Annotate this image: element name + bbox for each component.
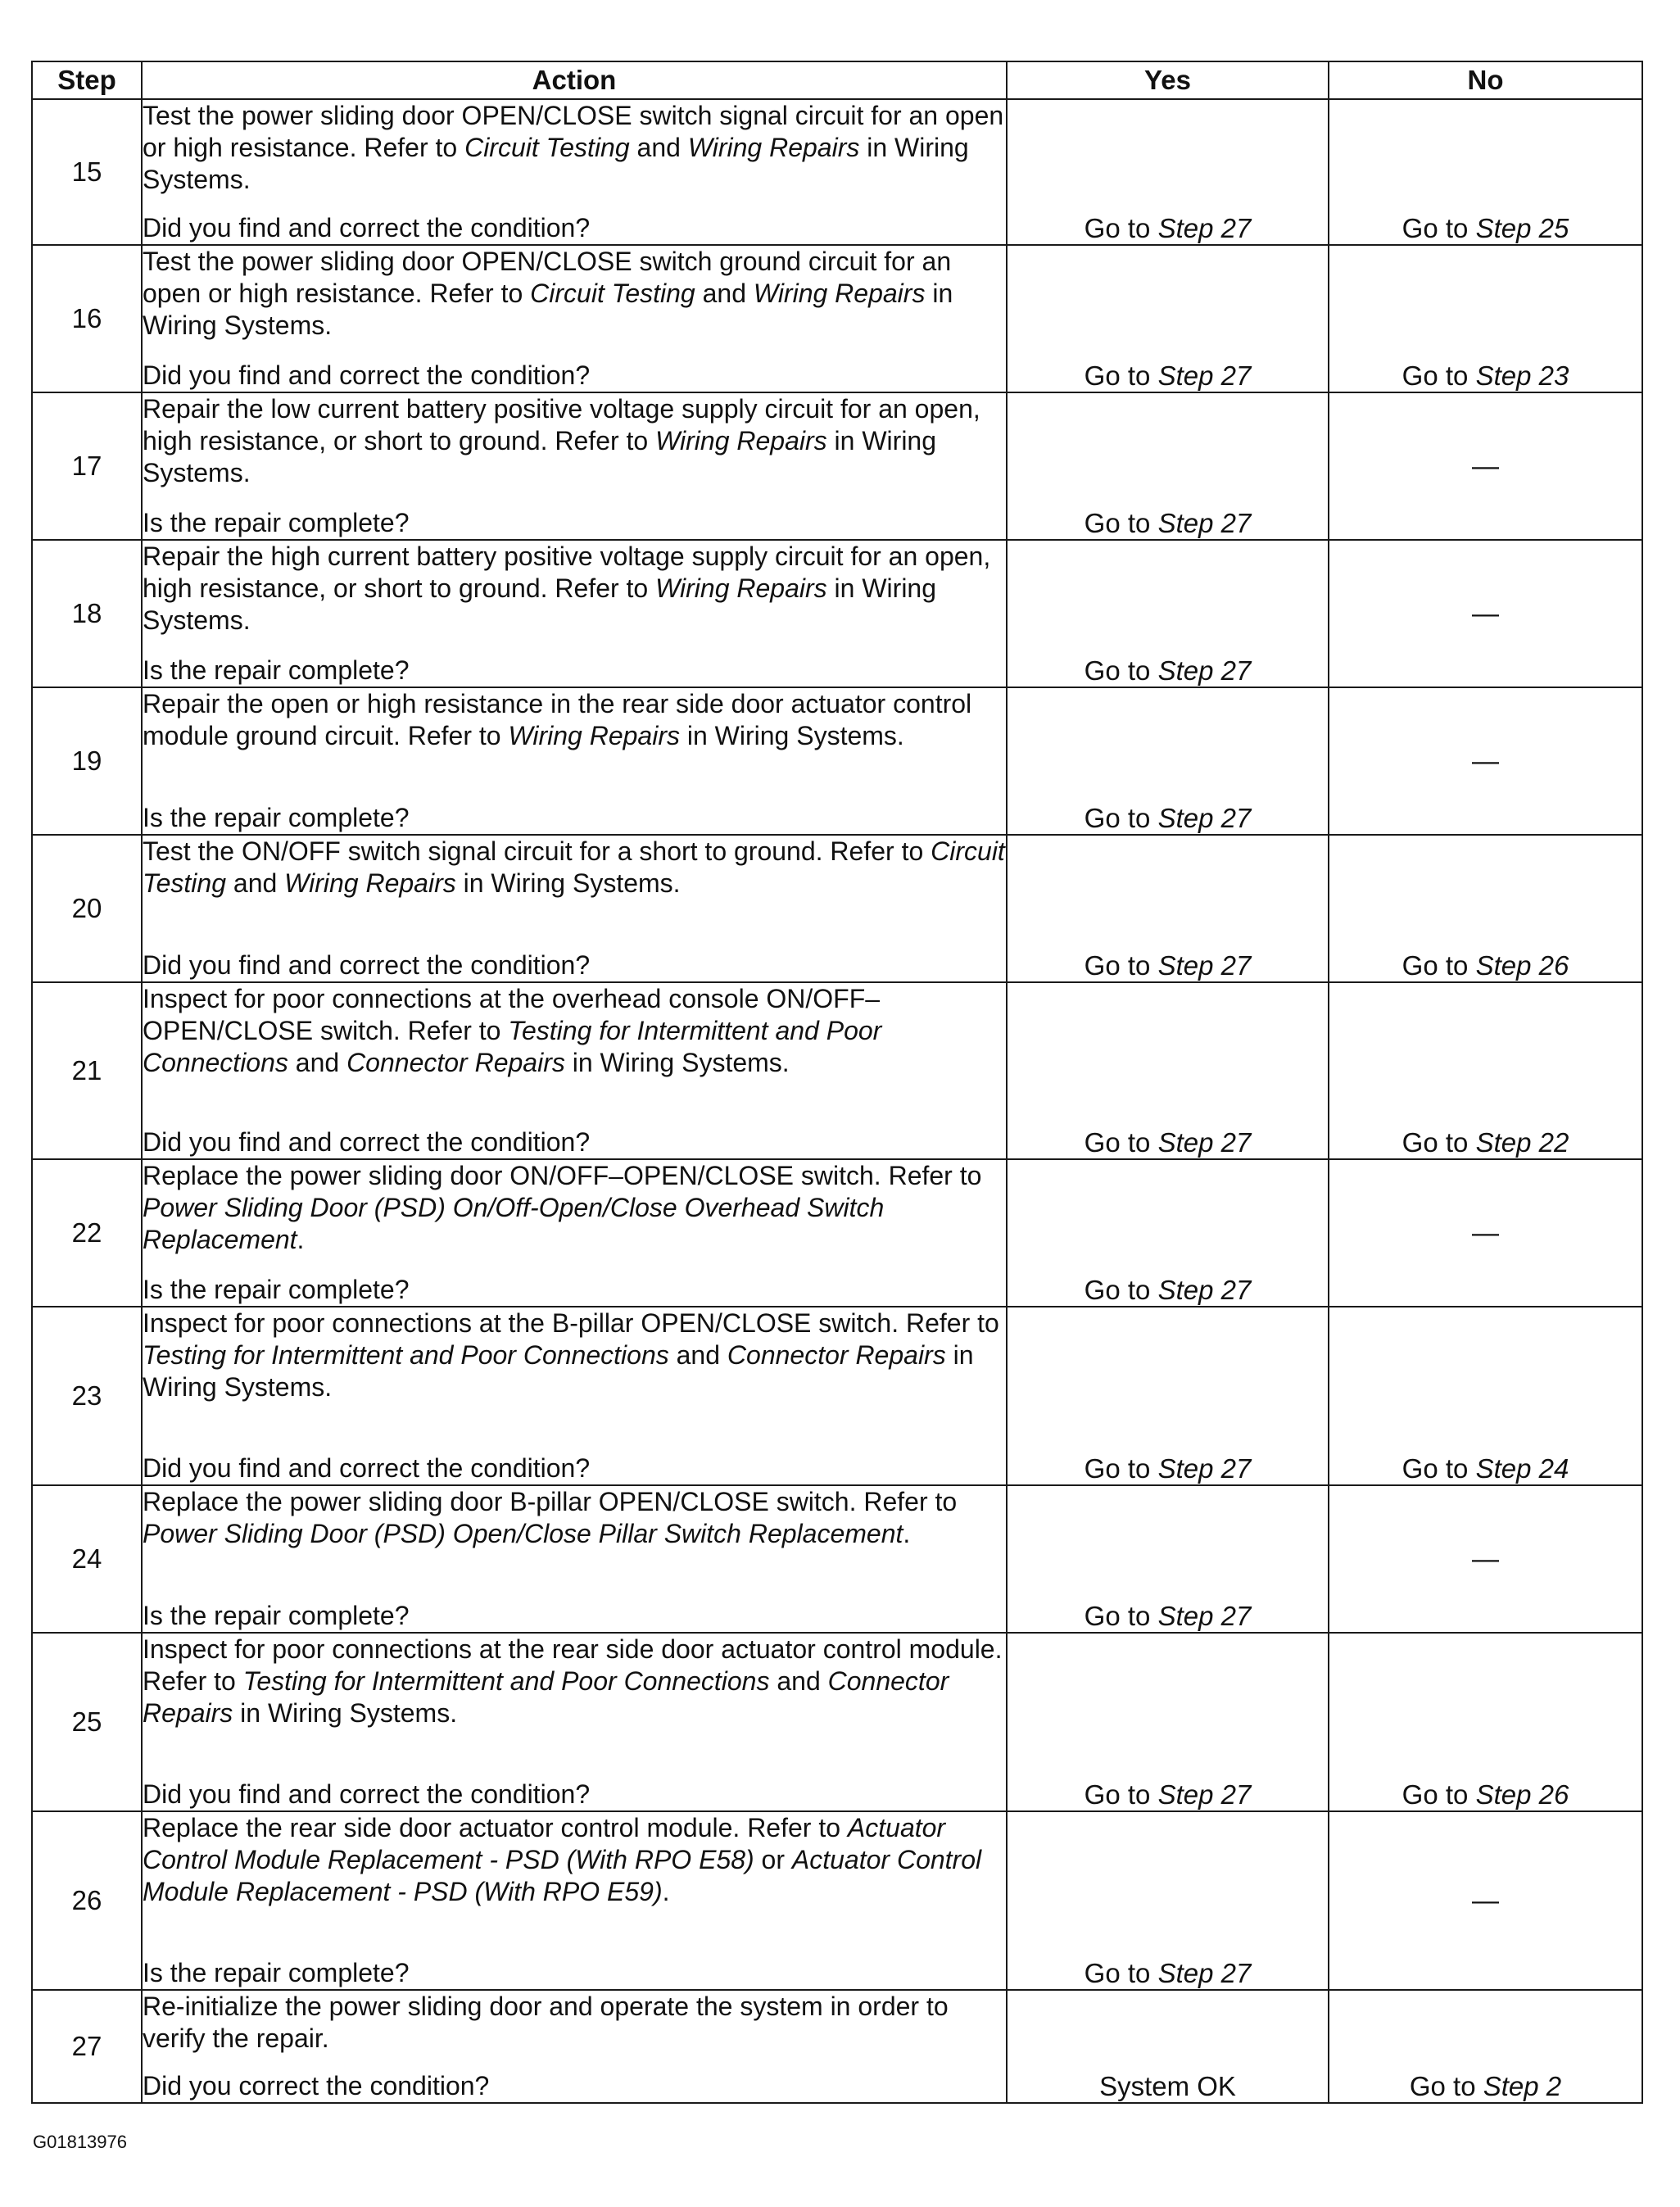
step-number: 15 (32, 99, 142, 245)
no-outcome (1329, 1633, 1642, 1811)
action-question: Did you find and correct the condition? (143, 1453, 591, 1483)
yes-text: System OK (1099, 2071, 1236, 2101)
yes-step-ref: Step 27 (1157, 508, 1252, 538)
action-content (143, 688, 1006, 834)
action-content (143, 1991, 1006, 2102)
no-dash: — (1472, 1543, 1499, 1574)
action-instruction (143, 1160, 1006, 1256)
yes-prefix: Go to (1084, 508, 1158, 538)
step-number: 26 (32, 1811, 142, 1990)
action-content (143, 1634, 1006, 1810)
table-row (32, 1811, 1642, 1990)
no-outcome (1329, 1307, 1642, 1485)
action-instruction (143, 1991, 1006, 2055)
yes-prefix: Go to (1084, 655, 1158, 686)
manual-reference: Testing for Intermittent and Poor Connections (242, 1666, 770, 1696)
action-cell (142, 1307, 1007, 1485)
yes-outcome (1007, 1159, 1329, 1307)
header-step: Step (32, 61, 142, 99)
table-body (32, 99, 1642, 2103)
figure-id: G01813976 (33, 2132, 127, 2152)
yes-outcome (1007, 687, 1329, 835)
action-instruction (143, 1634, 1006, 1729)
action-cell (142, 1811, 1007, 1990)
yes-outcome (1007, 1811, 1329, 1990)
table-row (32, 1633, 1642, 1811)
yes-outcome (1007, 1307, 1329, 1485)
instruction-text: Test the ON/OFF switch signal circuit for a short to ground. Refer to (143, 836, 931, 866)
table-row (32, 392, 1642, 540)
action-instruction (143, 688, 1006, 752)
table-row (32, 1485, 1642, 1633)
yes-step-ref: Step 27 (1157, 803, 1252, 833)
yes-outcome (1007, 99, 1329, 245)
action-content (143, 246, 1006, 392)
yes-outcome (1007, 540, 1329, 687)
table-row (32, 835, 1642, 982)
action-cell (142, 687, 1007, 835)
header-action: Action (142, 61, 1007, 99)
yes-step-ref: Step 27 (1157, 1779, 1252, 1810)
no-outcome (1329, 540, 1642, 687)
action-cell (142, 1485, 1007, 1633)
manual-reference: Wiring Repairs (284, 868, 456, 898)
yes-outcome (1007, 1633, 1329, 1811)
instruction-text: Repair the high current battery positive voltage supply circuit for an open, high resistance, or short to ground. Refer to (143, 542, 991, 603)
instruction-text: in Wiring Systems. (143, 426, 937, 487)
yes-step-ref: Step 27 (1157, 950, 1252, 981)
no-step-ref: Step 26 (1475, 1779, 1569, 1810)
instruction-text: in Wiring Systems. (143, 1340, 974, 1402)
instruction-text: and (288, 1048, 347, 1077)
action-instruction (143, 983, 1006, 1079)
no-dash: — (1472, 1217, 1499, 1248)
yes-step-ref: Step 27 (1157, 213, 1252, 243)
step-number: 16 (32, 245, 142, 392)
manual-reference: Power Sliding Door (PSD) On/Off-Open/Close Overhead Switch Replacement (143, 1193, 885, 1254)
yes-outcome (1007, 392, 1329, 540)
action-cell (142, 245, 1007, 392)
step-number: 21 (32, 982, 142, 1159)
table-row (32, 540, 1642, 687)
instruction-text: in Wiring Systems. (233, 1698, 458, 1728)
action-question: Did you find and correct the condition? (143, 213, 591, 242)
yes-step-ref: Step 27 (1157, 1275, 1252, 1305)
no-outcome (1329, 1811, 1642, 1990)
manual-reference: Actuator Control Module Replacement - PSD (With RPO E58) (143, 1813, 946, 1874)
yes-prefix: Go to (1084, 1453, 1158, 1484)
yes-prefix: Go to (1084, 1275, 1158, 1305)
action-question: Is the repair complete? (143, 803, 410, 832)
yes-step-ref: Step 27 (1157, 655, 1252, 686)
manual-reference: Wiring Repairs (687, 133, 860, 162)
instruction-text: Re-initialize the power sliding door and operate the system in order to verify the repair. (143, 1992, 949, 2053)
step-number: 25 (32, 1633, 142, 1811)
yes-step-ref: Step 27 (1157, 1453, 1252, 1484)
instruction-text: and (629, 133, 688, 162)
action-question: Is the repair complete? (143, 1958, 410, 1987)
yes-outcome (1007, 835, 1329, 982)
no-prefix: Go to (1402, 213, 1476, 243)
action-content (143, 836, 1006, 981)
manual-reference: Connector Repairs (346, 1048, 565, 1077)
action-question: Did you correct the condition? (143, 2071, 490, 2101)
instruction-text: Inspect for poor connections at the B-pillar OPEN/CLOSE switch. Refer to (143, 1308, 999, 1338)
instruction-text: Inspect for poor connections at the rear side door actuator control module. Refer to (143, 1634, 1003, 1696)
manual-reference: Wiring Repairs (753, 279, 926, 308)
no-dash: — (1472, 451, 1499, 481)
action-question: Is the repair complete? (143, 508, 410, 537)
manual-reference: Testing for Intermittent and Poor Connections (143, 1016, 882, 1077)
step-number: 18 (32, 540, 142, 687)
no-prefix: Go to (1402, 1453, 1476, 1484)
action-instruction (143, 1307, 1006, 1403)
instruction-text: Test the power sliding door OPEN/CLOSE switch ground circuit for an open or high resistance. Refer to (143, 247, 952, 308)
no-prefix: Go to (1409, 2071, 1483, 2101)
action-content (143, 393, 1006, 539)
no-dash: — (1472, 745, 1499, 776)
table-row (32, 1990, 1642, 2103)
instruction-text: in Wiring Systems. (143, 279, 953, 340)
diagnostic-table (31, 61, 1643, 2104)
table-header-row (32, 61, 1642, 99)
step-number: 17 (32, 392, 142, 540)
manual-reference: Wiring Repairs (655, 573, 827, 603)
no-outcome (1329, 1485, 1642, 1633)
action-content (143, 1160, 1006, 1306)
instruction-text: Test the power sliding door OPEN/CLOSE switch signal circuit for an open or high resistance. Refer to (143, 101, 1004, 162)
action-content (143, 983, 1006, 1158)
table-row (32, 99, 1642, 245)
action-question: Did you find and correct the condition? (143, 1127, 591, 1157)
yes-prefix: Go to (1084, 213, 1158, 243)
action-instruction (143, 246, 1006, 342)
action-cell (142, 1159, 1007, 1307)
action-cell (142, 99, 1007, 245)
instruction-text: in Wiring Systems. (679, 721, 904, 750)
manual-reference: Connector Repairs (727, 1340, 946, 1370)
instruction-text: or (754, 1845, 792, 1874)
no-dash: — (1472, 598, 1499, 628)
yes-outcome (1007, 1990, 1329, 2103)
yes-prefix: Go to (1084, 950, 1158, 981)
instruction-text: and (695, 279, 754, 308)
no-outcome (1329, 982, 1642, 1159)
action-content (143, 1486, 1006, 1632)
diagnostic-table-sheet (31, 61, 1642, 2104)
instruction-text: and (226, 868, 285, 898)
action-cell (142, 392, 1007, 540)
instruction-text: . (903, 1519, 911, 1548)
instruction-text: Replace the power sliding door B-pillar OPEN/CLOSE switch. Refer to (143, 1487, 958, 1516)
instruction-text: Inspect for poor connections at the overhead console ON/OFF–OPEN/CLOSE switch. Refer to (143, 984, 881, 1045)
instruction-text: in Wiring Systems. (455, 868, 681, 898)
manual-reference: Testing for Intermittent and Poor Connections (143, 1340, 669, 1370)
no-outcome (1329, 245, 1642, 392)
manual-reference: Circuit Testing (143, 836, 1005, 898)
action-instruction (143, 393, 1006, 489)
action-question: Did you find and correct the condition? (143, 360, 591, 390)
no-outcome (1329, 392, 1642, 540)
yes-outcome (1007, 1485, 1329, 1633)
yes-step-ref: Step 27 (1157, 1127, 1252, 1158)
no-prefix: Go to (1402, 1779, 1476, 1810)
instruction-text: in Wiring Systems. (143, 133, 969, 194)
no-dash: — (1472, 1885, 1499, 1915)
action-cell (142, 540, 1007, 687)
no-step-ref: Step 22 (1475, 1127, 1569, 1158)
yes-outcome (1007, 245, 1329, 392)
no-step-ref: Step 24 (1475, 1453, 1569, 1484)
no-step-ref: Step 25 (1475, 213, 1569, 243)
instruction-text: Repair the open or high resistance in the rear side door actuator control module ground circuit. Refer to (143, 689, 972, 750)
no-prefix: Go to (1402, 1127, 1476, 1158)
header-yes: Yes (1007, 61, 1329, 99)
action-cell (142, 982, 1007, 1159)
yes-prefix: Go to (1084, 1958, 1158, 1988)
action-cell (142, 1633, 1007, 1811)
no-outcome (1329, 99, 1642, 245)
step-number: 20 (32, 835, 142, 982)
action-question: Is the repair complete? (143, 655, 410, 685)
manual-reference: Actuator Control Module Replacement - PSD (With RPO E59) (143, 1845, 982, 1906)
step-number: 27 (32, 1990, 142, 2103)
instruction-text: in Wiring Systems. (564, 1048, 790, 1077)
action-content (143, 100, 1006, 244)
no-outcome (1329, 1159, 1642, 1307)
instruction-text: . (297, 1225, 305, 1254)
table-row (32, 687, 1642, 835)
action-content (143, 541, 1006, 687)
action-instruction (143, 1812, 1006, 1908)
yes-prefix: Go to (1084, 1127, 1158, 1158)
table-row (32, 982, 1642, 1159)
instruction-text: and (769, 1666, 828, 1696)
action-content (143, 1307, 1006, 1484)
action-instruction (143, 1486, 1006, 1550)
action-question: Did you find and correct the condition? (143, 950, 591, 980)
step-number: 22 (32, 1159, 142, 1307)
step-number: 19 (32, 687, 142, 835)
yes-step-ref: Step 27 (1157, 1958, 1252, 1988)
no-outcome (1329, 1990, 1642, 2103)
action-cell (142, 1990, 1007, 2103)
instruction-text: and (668, 1340, 727, 1370)
instruction-text: Replace the power sliding door ON/OFF–OPEN/CLOSE switch. Refer to (143, 1161, 982, 1190)
action-cell (142, 835, 1007, 982)
no-step-ref: Step 2 (1483, 2071, 1562, 2101)
table-row (32, 1159, 1642, 1307)
action-question: Did you find and correct the condition? (143, 1779, 591, 1809)
no-outcome (1329, 687, 1642, 835)
manual-reference: Circuit Testing (464, 133, 630, 162)
action-instruction (143, 836, 1006, 900)
instruction-text: Replace the rear side door actuator control module. Refer to (143, 1813, 848, 1842)
no-step-ref: Step 26 (1475, 950, 1569, 981)
yes-prefix: Go to (1084, 1779, 1158, 1810)
yes-prefix: Go to (1084, 803, 1158, 833)
manual-reference: Connector Repairs (143, 1666, 949, 1728)
yes-prefix: Go to (1084, 1601, 1158, 1631)
action-question: Is the repair complete? (143, 1601, 410, 1630)
table-row (32, 245, 1642, 392)
action-content (143, 1812, 1006, 1989)
instruction-text: . (662, 1877, 670, 1906)
no-step-ref: Step 23 (1475, 360, 1569, 391)
yes-outcome (1007, 982, 1329, 1159)
yes-step-ref: Step 27 (1157, 1601, 1252, 1631)
step-number: 23 (32, 1307, 142, 1485)
yes-prefix: Go to (1084, 360, 1158, 391)
manual-reference: Power Sliding Door (PSD) Open/Close Pillar Switch Replacement (143, 1519, 903, 1548)
instruction-text: Repair the low current battery positive voltage supply circuit for an open, high resistance, or short to ground. Refer to (143, 394, 980, 455)
manual-reference: Wiring Repairs (508, 721, 680, 750)
action-question: Is the repair complete? (143, 1275, 410, 1304)
action-instruction (143, 541, 1006, 637)
table-row (32, 1307, 1642, 1485)
manual-reference: Circuit Testing (530, 279, 695, 308)
yes-step-ref: Step 27 (1157, 360, 1252, 391)
manual-reference: Wiring Repairs (655, 426, 827, 455)
no-prefix: Go to (1402, 360, 1476, 391)
action-instruction (143, 100, 1006, 196)
no-outcome (1329, 835, 1642, 982)
step-number: 24 (32, 1485, 142, 1633)
no-prefix: Go to (1402, 950, 1476, 981)
instruction-text: in Wiring Systems. (143, 573, 937, 635)
header-no: No (1329, 61, 1642, 99)
